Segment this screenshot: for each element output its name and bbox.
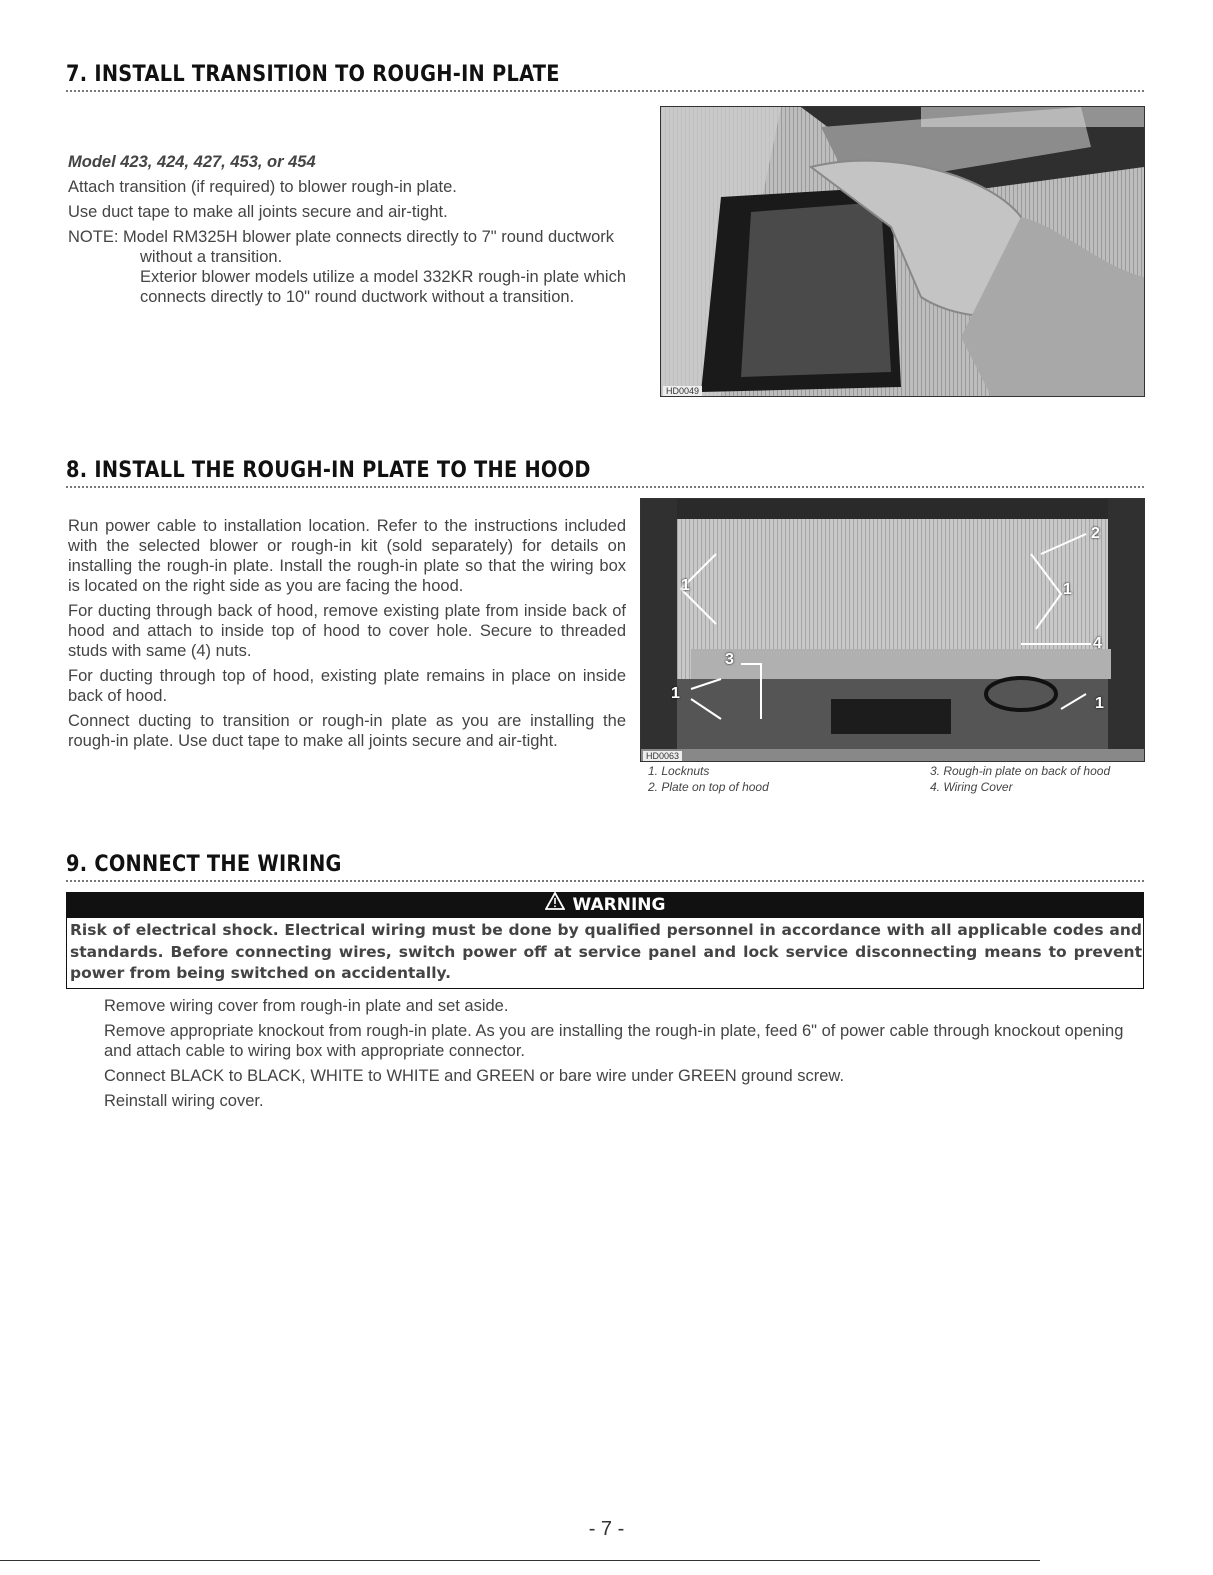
section-9-rule — [66, 880, 1144, 882]
section-7-rule — [66, 90, 1144, 92]
callout-1-upper-right: 1 — [1063, 581, 1072, 598]
step-2: Remove appropriate knockout from rough-in plate. As you are installing the rough-in plate, feed 6" of power cable through knockout opening and attach cable to wiring box with appropriate connector. — [104, 1022, 1124, 1060]
section-7-text — [68, 152, 626, 312]
transition-photo-image — [661, 107, 1144, 396]
caption-locknuts: 1. Locknuts — [648, 764, 710, 778]
callout-3: 3 — [725, 651, 734, 668]
rough-in-plate-photo — [640, 498, 1145, 762]
warning-bar — [66, 892, 1144, 918]
photo-code-hd0049: HD0049 — [663, 386, 702, 396]
section-8-p2: For ducting through back of hood, remove existing plate from inside back of hood and attach to inside top of hood to cover hole. Secure to threaded studs with same (4) nuts. — [68, 602, 626, 660]
warning-label: WARNING — [572, 895, 666, 915]
rough-in-plate-photo-image — [641, 499, 1144, 761]
section-8-heading: 8. INSTALL THE ROUGH-IN PLATE TO THE HOOD — [66, 458, 591, 483]
step-1: Remove wiring cover from rough-in plate and set aside. — [104, 997, 509, 1015]
section-8-p1: Run power cable to installation location. Refer to the instructions included with the selected blower or rough-in kit (sold separately) for details on installing the rough-in plate. Install the rough-in plate so that the wiring box is located on the right side as you are facing the hood. — [68, 517, 626, 595]
section-9-heading: 9. CONNECT THE WIRING — [66, 852, 342, 877]
photo-code-hd0063: HD0063 — [643, 751, 682, 761]
section-8-p4: Connect ducting to transition or rough-in plate as you are installing the rough-in plate. Use duct tape to make all joints secure and air-tight. — [68, 712, 626, 750]
section-8-rule — [66, 486, 1144, 488]
section-8-text — [68, 516, 626, 756]
model-list: Model 423, 424, 427, 453, or 454 — [68, 153, 316, 171]
warning-text: Risk of electrical shock. Electrical wiring must be done by qualified personnel in accordance with all applicable codes and standards. Before connecting wires, switch power off at service panel and lock service disconnecting means to prevent power from being switched on accidentally. — [70, 921, 1142, 982]
callout-1-lower-right: 1 — [1095, 695, 1104, 712]
bottom-rule — [0, 1560, 1040, 1561]
step-4: Reinstall wiring cover. — [104, 1092, 264, 1110]
section-7-note1: NOTE: Model RM325H blower plate connects directly to 7" round ductwork without a transition. — [68, 228, 615, 266]
warning-triangle-icon — [545, 892, 565, 918]
callout-4: 4 — [1093, 635, 1102, 652]
caption-wiring-cover: 4. Wiring Cover — [930, 780, 1013, 794]
caption-plate-on-top: 2. Plate on top of hood — [648, 780, 769, 794]
caption-rough-in-plate-back: 3. Rough-in plate on back of hood — [930, 764, 1111, 778]
step-3: Connect BLACK to BLACK, WHITE to WHITE and GREEN or bare wire under GREEN ground screw. — [104, 1067, 845, 1085]
section-8-p3: For ducting through top of hood, existing plate remains in place on inside back of hood. — [68, 667, 626, 705]
section-9-steps — [104, 996, 1144, 1116]
page-number: - 7 - — [588, 1518, 625, 1540]
callout-2: 2 — [1091, 525, 1100, 542]
section-7-heading: 7. INSTALL TRANSITION TO ROUGH-IN PLATE — [66, 62, 560, 87]
section-7-p2: Use duct tape to make all joints secure and air-tight. — [68, 203, 448, 221]
section-7-note2: Exterior blower models utilize a model 332KR rough-in plate which connects directly to 10" round ductwork without a transition. — [140, 268, 626, 306]
section-7-p1: Attach transition (if required) to blower rough-in plate. — [68, 178, 457, 196]
callout-1-lower-left: 1 — [671, 685, 680, 702]
callout-1-upper-left: 1 — [681, 577, 690, 594]
transition-photo — [660, 106, 1145, 397]
